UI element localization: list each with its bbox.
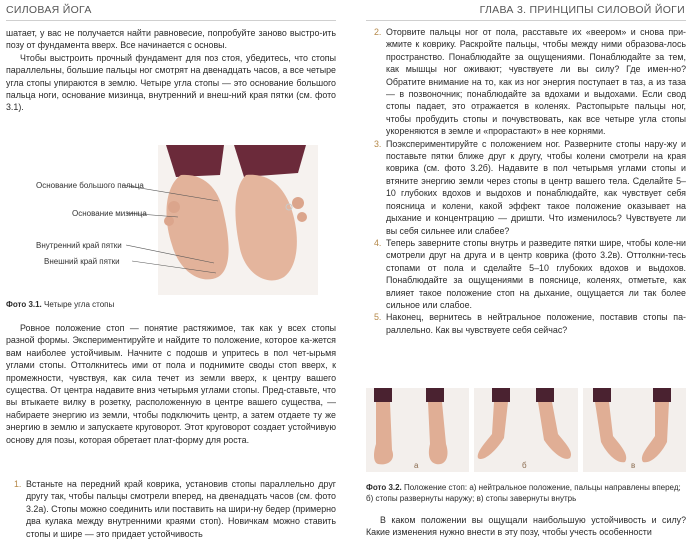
photo-caption-3-2	[366, 482, 686, 504]
closing-paragraph	[366, 514, 686, 539]
left-intro-text	[6, 27, 336, 114]
paragraph-even-feet	[6, 322, 336, 446]
list-item	[366, 311, 686, 336]
right-numbered-list	[366, 26, 686, 336]
list-item-number: 4.	[374, 237, 382, 248]
soles-illustration	[6, 145, 336, 295]
list-item-text: Встаньте на передний край коврика, установив стопы параллельно друг другу так, чтобы пальцы смотрели вперед, на двенадцать часов (см. фото 3.2а). Стопы можно соединить или поставить на шири-ну бедер (примерно два кулака между внутренними краями стоп). Новичкам можно ставить стопы и шире — это придает устойчивость	[26, 479, 336, 539]
photo-foot-positions	[366, 388, 686, 472]
photo-letter-b: б	[522, 461, 527, 470]
list-item-number: 1.	[14, 479, 22, 489]
list-item-text: Наконец, вернитесь в нейтральное положение, поставив стопы па-раллельно. Как вы чувствуете себя сейчас?	[386, 312, 686, 335]
label-outer-heel: Внешний край пятки	[44, 257, 120, 266]
paragraph-four-corners: Чтобы выстроить прочный фундамент для поз стоя, убедитесь, что стопы параллельны, большие пальцы ног смотрят на двенадцать часов, а все четыре угла стопы упираются в землю. Четыре угла стопы — это основание большого пальца ноги, основание мизинца, внутренний и внеш-ний края пятки (см. фото 3.1).	[6, 52, 336, 113]
intro-line: шатает, у вас не получается найти равновесие, попробуйте заново выстро-ить позу от фундамента вверх. Все начинается с основы.	[6, 28, 336, 51]
left-numbered-list	[6, 478, 336, 540]
caption-text: Положение стоп: а) нейтральное положение, пальцы направлены вперед; б) стопы развернуты наружу; в) стопы завернуты внутрь	[366, 483, 681, 503]
list-item-text: Теперь заверните стопы внутрь и разведите пятки шире, чтобы коле-ни смотрели друг на друга и в центр коврика (фото 3.2в). Оттолкни-тесь стопами от пола и сделайте 5–10 глубоких вдохов и выдохов. Понаблюдайте за ощущениями в пояснице, коленях, отметьте, как влияет такое положение стоп на дыхание, ощущается ли так более сильное или слабое.	[386, 237, 686, 310]
photo-position-c	[583, 388, 686, 472]
running-header-right: ГЛАВА 3. ПРИНЦИПЫ СИЛОВОЙ ЙОГИ	[479, 4, 685, 16]
list-item-text: Поэкспериментируйте с положением ног. Разверните стопы нару-жу и поставьте пятки ближе друг к другу, чтобы колени смотрели на края коврика (см. фото 3.2б). Надавите в пол четырьмя углами стопы и втяните энергию земли через стопы в центр вашего тела. Сделайте 5–10 глубоких вдохов и выдохов и понаблюдайте, как чувствует себя поясница и колени, какой эффект такое положение оказывает на дыхание и концентрацию — дришти. Что изменилось? Чувствуете ли вы себя сильнее или слабее?	[386, 138, 686, 236]
label-inner-heel: Внутренний край пятки	[36, 241, 122, 250]
list-item-number: 3.	[374, 138, 382, 149]
caption-number: Фото 3.1.	[6, 300, 42, 309]
photo-position-a	[366, 388, 469, 472]
list-item	[366, 138, 686, 237]
list-item-number: 2.	[374, 27, 382, 37]
list-item-number: 5.	[374, 312, 382, 323]
photo-position-b	[474, 388, 577, 472]
photo-letter-a: а	[414, 461, 419, 470]
caption-number: Фото 3.2.	[366, 483, 402, 492]
header-rule-left	[6, 20, 336, 21]
photo-letter-c: в	[630, 461, 635, 470]
label-big-toe-base: Основание большого пальца	[36, 181, 144, 190]
paragraph-text: Ровное положение стоп — понятие растяжимое, так как у всех стопы разной формы. Экспериментируйте и найдите то положение, которое ка-жется вам наиболее устойчивым. Начните с подошв и упритесь в пол чет-ырьмя углами стопы. Оттолкнитесь ими от пола и поднимите своды стоп вверх, к промежности, чувствуя, как сила течет из земли вверх, к центру вашего существа. От центра надавите вниз четырьмя углами стопы. Пред-ставьте, что вы втыкаете вилку в розетку, расположенную в центре вашего существа, — набираете энергию из земли, чтобы подключить центр, а затем отдаете ту же энергию в землю и запускаете круговорот. Этот круговорот создает устойчивую основу для позы, которая обретает плат-форму для роста.	[6, 323, 336, 445]
list-item-text: Оторвите пальцы ног от пола, расставьте их «веером» и снова при-жмите к коврику. Раскройте пальцы, чтобы между ними образова-лось пространство. Понаблюдайте за ощущениями. Понаблюдайте за тем, как мышцы ног оживают; чувствуете ли вы силу? Где имен-но? Обратите внимание на то, как из ног энергия поступает в таз, а из таза — в позвоночник; понаблюдайте за вдохами и выдохами. Если свод стопы падает, это отражается в коленях. Растопырьте пальцы ног, чтобы пробудить стопы и почувствовать, как все четыре угла стопы укореняются в земле и «прорастают» в нее корнями.	[386, 27, 686, 137]
list-item	[6, 478, 336, 540]
closing-text: В каком положении вы ощущали наибольшую устойчивость и силу? Какие изменения нужно внести в эту позу, чтобы учесть особенности	[366, 515, 686, 538]
caption-text: Четыре угла стопы	[44, 300, 115, 309]
label-little-toe-base: Основание мизинца	[72, 209, 147, 218]
header-rule-right	[366, 20, 686, 21]
list-item	[366, 237, 686, 311]
photo-soles-of-feet	[6, 145, 336, 295]
list-item	[366, 26, 686, 138]
running-header-left: СИЛОВАЯ ЙОГА	[6, 4, 92, 16]
photo-caption-3-1	[6, 299, 336, 310]
